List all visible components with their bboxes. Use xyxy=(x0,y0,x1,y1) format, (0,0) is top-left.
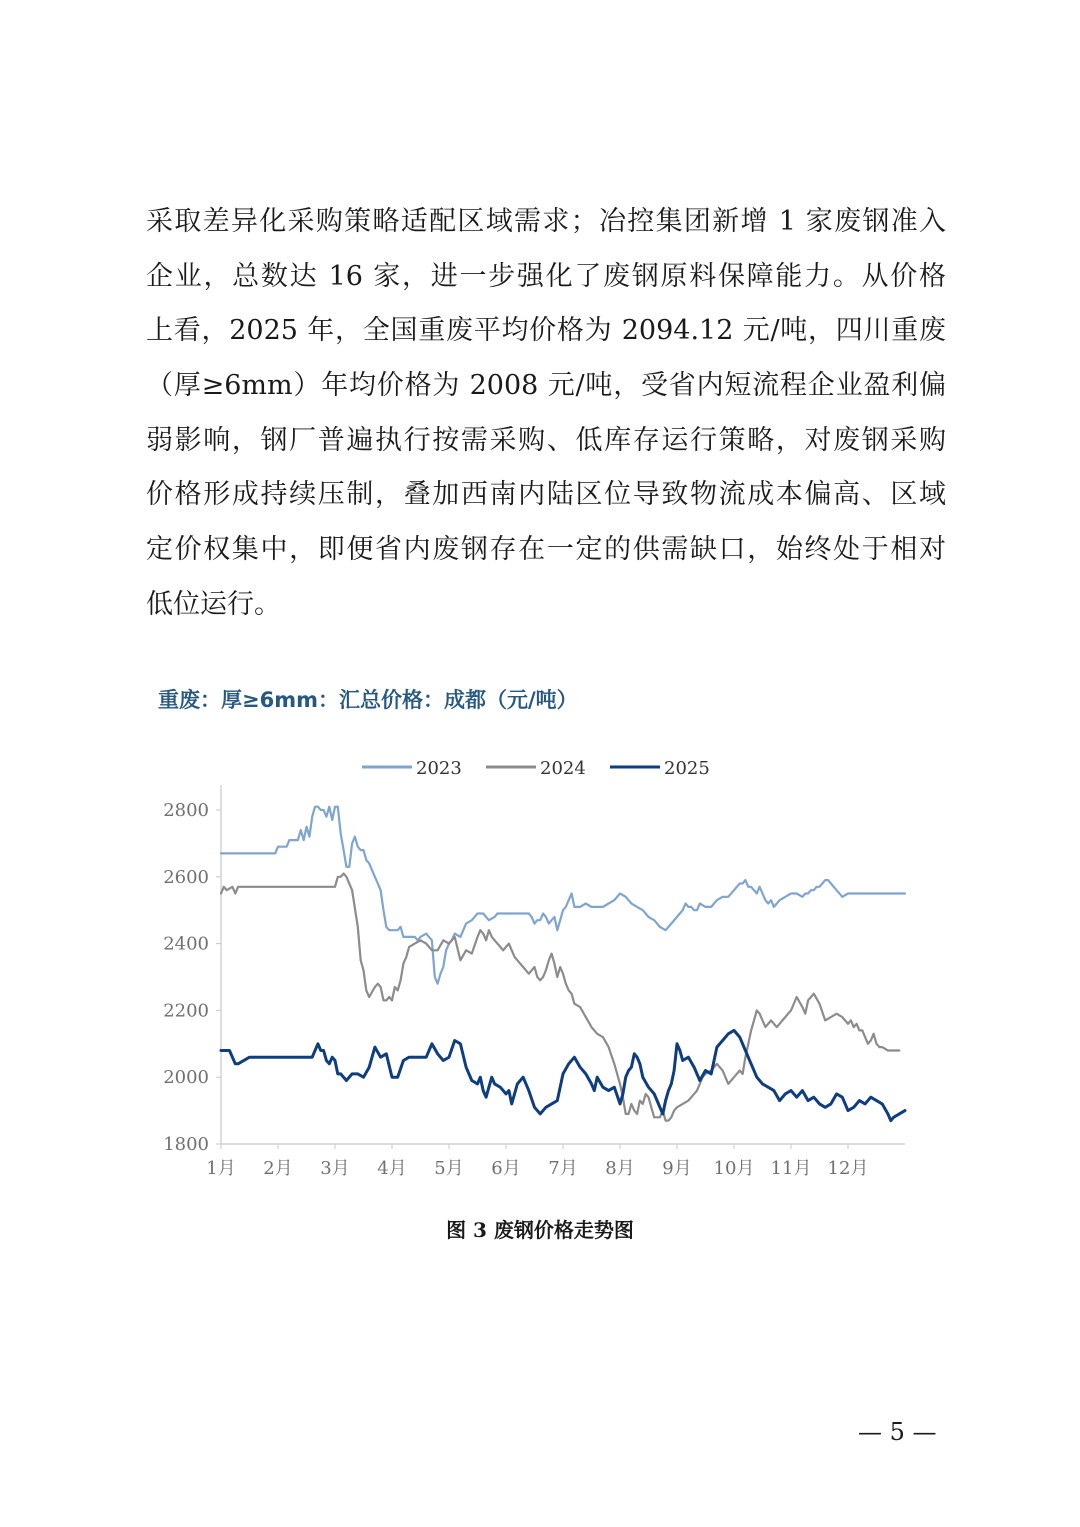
x-tick-label: 10月 xyxy=(713,1158,755,1179)
chart-title: 重废：厚≥6mm：汇总价格：成都（元/吨） xyxy=(158,688,578,712)
x-tick-label: 7月 xyxy=(548,1158,578,1179)
x-tick-label: 3月 xyxy=(320,1158,350,1179)
paragraph-line: （厚≥6mm）年均价格为 2008 元/吨，受省内短流程企业盈利偏 xyxy=(146,370,946,402)
paragraph-line: 价格形成持续压制，叠加西南内陆区位导致物流成本偏高、区域 xyxy=(146,479,946,511)
series-line-2025 xyxy=(221,1030,905,1120)
x-tick-label: 12月 xyxy=(827,1158,869,1179)
y-tick-label: 2400 xyxy=(163,933,209,955)
y-tick-label: 2800 xyxy=(163,800,209,821)
paragraph-line: 上看，2025 年，全国重废平均价格为 2094.12 元/吨，四川重废 xyxy=(146,315,946,347)
y-tick-label: 2600 xyxy=(163,866,209,888)
legend-label-2023: 2023 xyxy=(416,758,462,779)
x-tick-label: 11月 xyxy=(770,1158,812,1179)
legend-label-2025: 2025 xyxy=(664,758,710,779)
legend-label-2024: 2024 xyxy=(540,758,586,779)
x-tick-label: 4月 xyxy=(377,1158,407,1179)
x-tick-label: 6月 xyxy=(491,1158,521,1179)
paragraph-line: 采取差异化采购策略适配区域需求；冶控集团新增 1 家废钢准入 xyxy=(146,206,946,237)
figure-caption: 图 3 废钢价格走势图 xyxy=(446,1218,634,1242)
page-number: — 5 — xyxy=(858,1418,937,1446)
paragraph-line: 弱影响，钢厂普遍执行按需采购、低库存运行策略，对废钢采购 xyxy=(146,424,946,456)
y-tick-label: 2000 xyxy=(163,1067,209,1089)
paragraph-line: 低位运行。 xyxy=(146,588,281,620)
x-tick-label: 9月 xyxy=(662,1158,692,1179)
series-line-2023 xyxy=(221,807,905,984)
x-tick-label: 8月 xyxy=(605,1158,635,1179)
y-tick-label: 1800 xyxy=(163,1134,209,1155)
paragraph-line: 企业，总数达 16 家，进一步强化了废钢原料保障能力。从价格 xyxy=(146,260,946,292)
x-tick-label: 2月 xyxy=(263,1158,293,1179)
y-tick-label: 2200 xyxy=(163,1000,209,1022)
price-line-chart xyxy=(140,740,940,1200)
x-tick-label: 5月 xyxy=(434,1158,464,1179)
body-paragraph xyxy=(146,195,946,633)
paragraph-line: 定价权集中，即便省内废钢存在一定的供需缺口，始终处于相对 xyxy=(146,534,946,566)
x-tick-label: 1月 xyxy=(206,1158,236,1179)
